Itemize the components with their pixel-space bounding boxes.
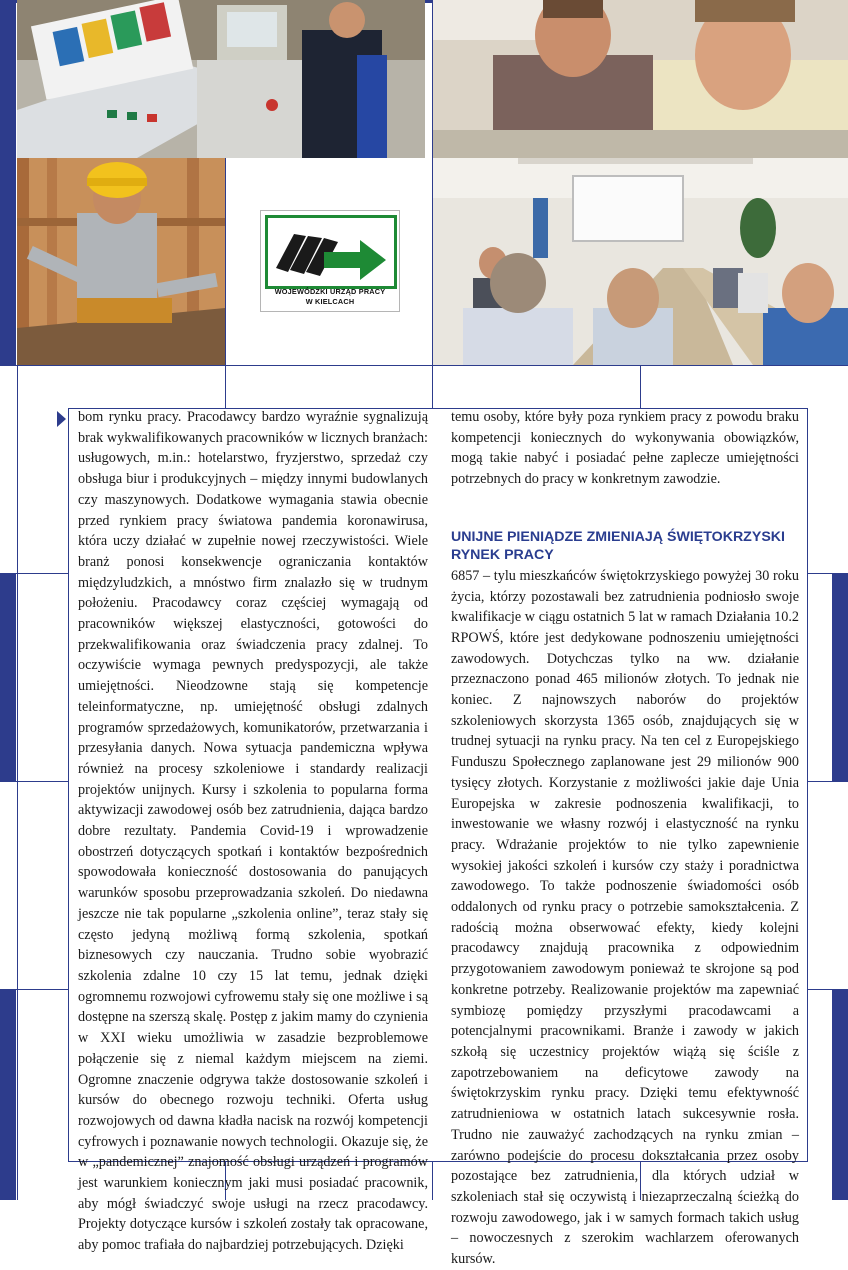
article-intro-paragraph: temu osoby, które były poza rynkiem pracy z powodu braku kompetencji koniecznych do wykonywania obowiązków, mogą takie nabyć i posiadać pełne zaplecze umiejętności potrzebnych do pracy w konkretnym zawodzie. xyxy=(451,409,799,488)
article-right-column xyxy=(451,407,799,1270)
construction-worker-photo xyxy=(17,158,225,365)
logo-arrows-icon xyxy=(268,218,394,286)
left-accent-bar xyxy=(0,573,16,781)
left-accent-bar xyxy=(0,0,16,366)
logo-emblem xyxy=(265,215,397,289)
right-accent-bar xyxy=(832,990,848,1200)
grid-line xyxy=(0,365,848,366)
section-heading: UNIJNE PIENIĄDZE ZMIENIAJĄ ŚWIĘTOKRZYSKI RYNEK PRACY xyxy=(451,528,785,563)
office-meeting-photo xyxy=(433,0,848,158)
article-left-column: bom rynku pracy. Pracodawcy bardzo wyraźnie sygnalizują brak wykwalifikowanych pracowników w licznych branżach: usługowych, m.in.: hotelarstwo, fryzjerstwo, sprzedaż czy obsługa biur i produkcyjnych – między innymi budowlanych czy maszynowych. Dodatkowe wymagania stawia obecnie przed rynkiem pracy światowa pandemia koronawirusa, która uczy działać w zupełnie nowej rzeczywistości. Wiele branż ponosi konsekwencje ograniczania kontaktów międzyludzkich, a mnóstwo firm znalazło się w trudnym położeniu. Pracodawcy coraz częściej wymagają od pracowników większej elastyczności, gotowości do przekwalifikowania oraz świadczenia pracy zdalnej. To oczywiście wymaga pewnych predyspozycji, ale także umiejętności. Nieodzowne stają się kompetencje teleinformatyczne, np. umiejętność obsługi zdalnych programów sprzedażowych, komunikatorów, przetwarzania i przesyłania danych. Nowa sytuacja pandemiczna wpływa również na procesy szkoleniowe i standardy realizacji projektów unijnych. Kursy i szkolenia to popularna forma aktywizacji zawodowej osób bez zatrudnienia, dająca bardzo dobre rezultaty. Pandemia Covid-19 i wprowadzenie obostrzeń dotyczących spotkań i kontaktów bezpośrednich spowodowała konieczność dostosowania do panujących warunków sposobu przeprowadzania szkoleń. Do niedawna jeszcze nie tak popularne „szkolenia online”, teraz stały się często jedyną możliwą formą szkolenia, spotkań biznesowych czy nauczania. Trudno sobie wyobrazić szkolenia zdalne 10 czy 15 lat temu, jednak dzięki ogromnemu rozwojowi cyfrowemu stały się one możliwe i są dostępne na szerszą skalę. Postęp z jakim mamy do czynienia w XXI wieku umożliwia w zasadzie bezproblemowe połączenie się z niemal każdym miejscem na ziemi. Ogromne znaczenie odgrywa także dostosowanie szkoleń i kursów do obecnego rozwoju techniki. Oferta usług rozwojowych od dawna kładła nacisk na rozwój kompetencji cyfrowych i poznawanie nowych technologii. Okazuje się, że w „pandemicznej” znajomość obsługi urządzeń i programów jest warunkiem koniecznym jaki musi posiadać pracownik, aby mógł świadczyć swoje usługi na rzecz pracodawcy. Projekty dotyczące kursów i szkoleń zostały tak opracowane, aby pomoc trafiała do najbardziej potrzebujących. Dzięki xyxy=(78,409,428,1254)
logo-caption xyxy=(261,287,399,307)
continuation-marker-icon xyxy=(57,411,66,427)
left-accent-bar xyxy=(0,990,16,1200)
printing-workshop-photo xyxy=(17,0,425,158)
logo-panel xyxy=(226,158,432,364)
wup-logo xyxy=(260,210,400,312)
conference-room-photo xyxy=(433,158,848,365)
right-accent-bar xyxy=(832,573,848,781)
logo-line-2: W KIELCACH xyxy=(305,297,355,306)
article-body-paragraph: 6857 – tylu mieszkańców świętokrzyskiego powyżej 30 roku życia, którzy pozostawali bez zatrudnienia podniosło swoje kwalifikacje w ciągu ostatnich 5 lat w ramach Działania 10.2 RPOWŚ, które jest dedykowane podnoszeniu umiejętności zawodowych. Dotychczas tylko na ww. działanie przeznaczono ponad 465 milionów złotych. To jednak nie koniec. Z najnowszych naborów do projektów szkoleniowych skorzysta 1365 osób, znajdujących się w trudnej sytuacji na rynku pracy. Na ten cel z Europejskiego Funduszu Społecznego zaplanowane jest 29 milionów 900 tysięcy złotych. Korzystanie z możliwości jakie daje Unia Europejska w zakresie podnoszenia kwalifikacji, to inwestowanie we własny rozwój i elastyczność na rynku pracy. Wdrażanie projektów to nie tylko zapewnienie wysokiej jakości szkoleń i kursów czy staży i poradnictwa zawodowego. To także podnoszenie świadomości osób oddalonych od rynku pracy o potrzebie samokształcenia. Z radością można obserwować efekty, kiedy kolejni pracodawcy znajdują pracownika z odpowiednim przygotowaniem zawodowym ponieważ te skrojone są pod konkretne potrzeby. Realizowanie projektów ma zapewniać symbiozę pomiędzy przyszłymi pracodawcami a potencjalnymi pracownikami. Branże i zawody w jakich szkołą się uczestnicy projektów wiążą się ściśle z zapotrzebowaniem na deficytowe zawody na świętokrzyskim rynku pracy. Dzięki temu efektywność zatrudnieniowa w ostatnich latach sukcesywnie rosła. Trudno nie zauważyć zachodzących na rynku zmian – zarówno podejście do procesu dokształcania przez osoby pozostające bez zatrudnienia, dla których udział w szkoleniach stał się oczywistą i niezaprzeczalną ścieżką do rozwoju zawodowego, jak i w samych formach takich usług – nowoczesnych z szerokim wachlarzem oferowanych kursów. xyxy=(451,567,799,1268)
logo-line-1: WOJEWÓDZKI URZĄD PRACY xyxy=(274,287,386,296)
